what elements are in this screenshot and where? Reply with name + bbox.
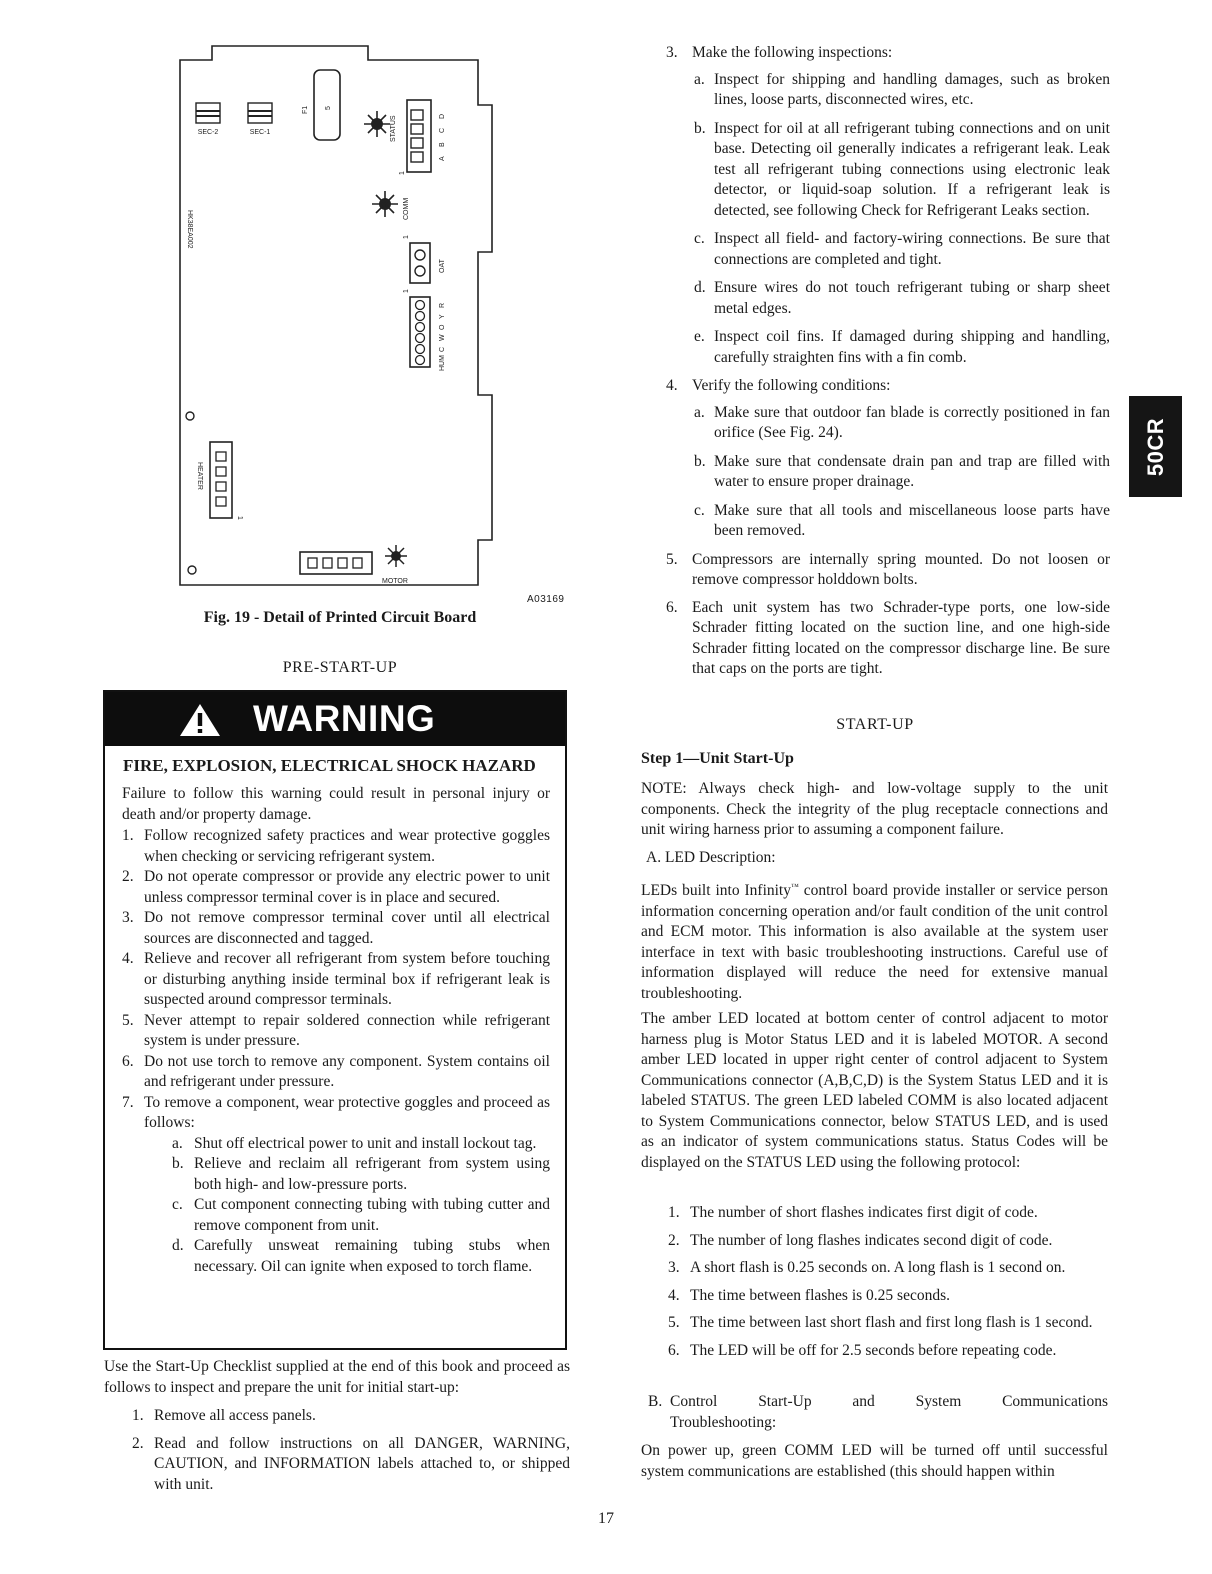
- item-number: 3.: [668, 1259, 680, 1276]
- pin-d-label: D: [439, 113, 446, 119]
- list-item: [694, 452, 1110, 493]
- item-number: 4.: [122, 950, 134, 967]
- item-text: Follow recognized safety practices and wear protective goggles when checking or servicing refrigerant system.: [144, 827, 550, 865]
- warning-intro: Failure to follow this warning could result in personal injury or death and/or property damage.: [122, 785, 550, 823]
- item-text: Do not operate compressor or provide any electric power to unit unless compressor terminal cover is in place and secured.: [144, 868, 550, 906]
- pin-hum-label: HUM: [439, 355, 446, 371]
- item-number: 3.: [122, 909, 134, 926]
- item-number: 5.: [666, 550, 678, 568]
- figure-caption: Fig. 19 - Detail of Printed Circuit Board: [203, 609, 477, 626]
- inspection-sub-list: [692, 70, 1110, 369]
- warning-sub-list: [144, 1134, 550, 1278]
- status-label: STATUS: [390, 115, 397, 142]
- list-item: [122, 867, 550, 908]
- control-heading-line-2: Troubleshooting:: [670, 1413, 777, 1431]
- item-text: Each unit system has two Schrader-type ports, one low-side Schrader fitting located on the suction line, and one high-side Schrader fitting located on the compressor discharge line. Be sure that caps on the ports are tight.: [692, 598, 1110, 677]
- conditions-sub-list: [692, 403, 1110, 542]
- step-1-heading: Step 1—Unit Start-Up: [641, 750, 794, 767]
- list-item: [668, 1286, 1108, 1307]
- list-item: [694, 327, 1110, 368]
- item-number: 5.: [668, 1314, 680, 1331]
- section-tab-label: 50CR: [1142, 417, 1168, 476]
- list-item: [694, 278, 1110, 319]
- list-item: [694, 501, 1110, 542]
- list-item: [694, 403, 1110, 444]
- pin-a-label: A: [439, 156, 446, 161]
- list-item: [666, 43, 1110, 368]
- list-item: [666, 550, 1110, 591]
- comm-led: [372, 191, 398, 217]
- item-letter: c.: [694, 230, 705, 247]
- led-paragraph-1-rest: control board provide installer or service person information concerning operation and/or fault condition of the unit control and ECM motor. This information is also available at the system user interface in text with basic troubleshooting instructions. Careful use of information displayed will reduce the need for extensive manual troubleshooting.: [641, 882, 1108, 1002]
- list-item: [694, 229, 1110, 270]
- item-letter: B.: [648, 1393, 663, 1410]
- oat-connector: [410, 243, 430, 283]
- list-item: [172, 1154, 550, 1195]
- pin-w-label: W: [439, 334, 446, 341]
- heater-connector: [210, 442, 232, 518]
- figure-code: A03169: [527, 594, 565, 605]
- item-letter: b.: [694, 452, 706, 470]
- list-item: [666, 376, 1110, 542]
- item-text: Make sure that outdoor fan blade is correctly positioned in fan orifice (See Fig. 24).: [714, 403, 1110, 441]
- item-number: 2.: [668, 1231, 680, 1249]
- item-number: 1.: [122, 827, 134, 844]
- item-text: Shut off electrical power to unit and install lockout tag.: [194, 1134, 537, 1152]
- list-item: [668, 1203, 1108, 1224]
- item-text: The number of long flashes indicates second digit of code.: [690, 1231, 1053, 1249]
- pre-start-up-heading: PRE-START-UP: [282, 659, 398, 676]
- prestart-steps-list: [132, 1406, 570, 1502]
- warning-box: [103, 690, 567, 1350]
- item-number: 1.: [132, 1407, 144, 1424]
- abcd-pin1-label: 1: [399, 171, 406, 175]
- inspection-list: [666, 43, 1110, 687]
- warning-list: [122, 826, 550, 1277]
- list-item: [132, 1406, 570, 1427]
- fuse: [314, 70, 340, 140]
- list-item: [666, 598, 1110, 680]
- thermostat-connector: [410, 297, 430, 367]
- item-number: 6.: [666, 598, 678, 616]
- led-paragraph-1: [641, 877, 1108, 1004]
- item-number: 3.: [666, 44, 678, 61]
- list-item: [122, 908, 550, 949]
- list-item: [122, 1093, 550, 1278]
- item-text: Read and follow instructions on all DANGER, WARNING, CAUTION, and INFORMATION labels attached to, or shipped with unit.: [154, 1434, 570, 1493]
- pin-y-label: Y: [439, 314, 446, 319]
- item-text: Carefully unsweat remaining tubing stubs when necessary. Oil can ignite when exposed to torch flame.: [194, 1237, 550, 1275]
- warning-banner: [105, 692, 565, 746]
- section-tab: [1129, 396, 1182, 497]
- item-letter: d.: [694, 279, 706, 296]
- sec2-label: SEC-2: [197, 129, 219, 136]
- list-item: [172, 1134, 550, 1155]
- led-paragraph-1-start: LEDs built into Infinity: [641, 882, 791, 900]
- item-text: Inspect coil fins. If damaged during shipping and handling, carefully straighten fins with a fin comb.: [714, 328, 1110, 366]
- list-item: [694, 119, 1110, 222]
- item-text: A short flash is 0.25 seconds on. A long flash is 1 second on.: [690, 1259, 1066, 1276]
- list-item: [668, 1231, 1108, 1252]
- pin-c-label: C: [439, 127, 446, 133]
- item-letter: c.: [694, 501, 705, 519]
- list-item: [668, 1313, 1108, 1334]
- heater-label: HEATER: [196, 462, 203, 490]
- thermostat-pin1-label: 1: [403, 289, 410, 293]
- item-text: Verify the following conditions:: [692, 377, 891, 394]
- list-item: [132, 1434, 570, 1496]
- item-text: Never attempt to repair soldered connection while refrigerant system is under pressure.: [144, 1011, 550, 1049]
- fuse-rating-label: 5: [325, 106, 332, 110]
- led-paragraph-2: The amber LED located at bottom center of control adjacent to motor harness plug is Motor Status LED and it is labeled MOTOR. A second amber LED located in upper right center of control adjacent to System Communications connector (A,B,C,D) is the System Status LED and it is labeled STATUS. The green LED labeled COMM is also located adjacent to System Communications connector, below STATUS LED, and is used as an indicator of system communications status. Status Codes will be displayed on the STATUS LED using the following protocol:: [641, 1010, 1108, 1171]
- list-item: [668, 1258, 1108, 1279]
- item-text: Make sure that condensate drain pan and trap are filled with water to ensure proper drainage.: [714, 452, 1110, 490]
- motor-led: [385, 545, 407, 567]
- item-text: [670, 1392, 1108, 1433]
- item-number: 6.: [122, 1052, 134, 1070]
- item-text: Relieve and recover all refrigerant from system before touching or disturbing anything inside terminal box if refrigerant leak is suspected around compressor terminals.: [144, 950, 550, 1008]
- item-text: The time between flashes is 0.25 seconds.: [690, 1286, 950, 1304]
- trademark-symbol: ™: [791, 882, 799, 891]
- abcd-connector: [407, 100, 431, 172]
- item-text: Cut component connecting tubing with tubing cutter and remove component from unit.: [194, 1196, 550, 1234]
- item-number: 2.: [132, 1434, 144, 1452]
- item-text: Compressors are internally spring mounted. Do not loosen or remove compressor holddown bolts.: [692, 550, 1110, 588]
- item-text: Do not remove compressor terminal cover until all electrical sources are disconnected and tagged.: [144, 909, 550, 947]
- fuse-label: F1: [302, 105, 309, 114]
- start-up-heading: START-UP: [836, 716, 914, 733]
- item-letter: c.: [172, 1196, 183, 1213]
- pin-b-label: B: [439, 142, 446, 147]
- board-id-label: HK38EA002: [186, 210, 193, 249]
- item-letter: b.: [172, 1155, 184, 1172]
- warning-title: WARNING: [253, 698, 436, 739]
- pcb-diagram: [172, 40, 502, 592]
- item-text: Make sure that all tools and miscellaneous loose parts have been removed.: [714, 501, 1110, 539]
- heater-pin1-label: 1: [236, 516, 243, 520]
- pin-r-label: R: [439, 302, 446, 308]
- mounting-hole-lower: [188, 566, 196, 574]
- item-number: 6.: [668, 1341, 680, 1359]
- item-number: 4.: [668, 1286, 680, 1304]
- sec1-label: SEC-1: [249, 129, 271, 136]
- item-letter: a.: [694, 70, 705, 88]
- item-text: To remove a component, wear protective goggles and proceed as follows:: [144, 1093, 550, 1131]
- item-text: The number of short flashes indicates first digit of code.: [690, 1204, 1038, 1221]
- status-led: [364, 111, 390, 137]
- motor-label: MOTOR: [382, 578, 408, 585]
- control-startup-heading: [648, 1392, 1108, 1433]
- item-text: Make the following inspections:: [692, 44, 893, 61]
- mounting-hole-upper: [186, 412, 194, 420]
- item-text: The time between last short flash and first long flash is 1 second.: [690, 1314, 1093, 1331]
- led-description-heading: A. LED Description:: [646, 849, 776, 866]
- list-item: [122, 1052, 550, 1093]
- item-number: 4.: [666, 377, 678, 394]
- note-paragraph: NOTE: Always check high- and low-voltage supply to the unit components. Check the integrity of the plug receptacle connections and unit wiring harness prior to assuming a component failure.: [641, 780, 1108, 838]
- sec1-terminal: [248, 103, 272, 123]
- list-item: [122, 949, 550, 1011]
- list-item: [172, 1236, 550, 1277]
- pin-o-label: O: [439, 324, 446, 330]
- item-number: 5.: [122, 1011, 134, 1029]
- item-letter: e.: [694, 328, 705, 345]
- item-text: Relieve and reclaim all refrigerant from system using both high- and low-pressure ports.: [194, 1155, 550, 1193]
- list-item: [172, 1195, 550, 1236]
- item-letter: d.: [172, 1237, 184, 1254]
- item-text: Inspect for oil at all refrigerant tubing connections and on unit base. Detecting oil generally indicates a refrigerant leak. Leak test all refrigerant tubing connections using electronic leak detector, or liquid-soap solution. If a refrigerant leak is detected, see following Check for Refrigerant Leaks section.: [714, 119, 1110, 219]
- list-item: [694, 70, 1110, 111]
- list-item: [122, 826, 550, 867]
- list-item: [122, 1011, 550, 1052]
- control-heading-line-1: Control Start-Up and System Communications: [670, 1393, 1108, 1410]
- item-letter: b.: [694, 119, 706, 137]
- item-number: 1.: [668, 1204, 680, 1221]
- pin-c2-label: C: [439, 346, 446, 352]
- item-number: 7.: [122, 1093, 134, 1111]
- sec2-terminal: [196, 103, 220, 123]
- item-text: Inspect for shipping and handling damages, such as broken lines, loose parts, disconnected wires, etc.: [714, 70, 1110, 108]
- warning-triangle-icon: [179, 703, 221, 737]
- item-text: Inspect all field- and factory-wiring connections. Be sure that connections are completed and tight.: [714, 230, 1110, 268]
- hazard-heading: FIRE, EXPLOSION, ELECTRICAL SHOCK HAZARD: [123, 756, 536, 775]
- checklist-paragraph: Use the Start-Up Checklist supplied at the end of this book and proceed as follows to inspect and prepare the unit for initial start-up:: [104, 1358, 570, 1396]
- item-text: The LED will be off for 2.5 seconds before repeating code.: [690, 1341, 1057, 1359]
- list-item: [668, 1341, 1108, 1362]
- item-letter: a.: [694, 403, 705, 421]
- item-number: 2.: [122, 868, 134, 885]
- item-letter: a.: [172, 1134, 183, 1152]
- oat-pin1-label: 1: [403, 235, 410, 239]
- oat-label: OAT: [439, 259, 446, 273]
- item-text: Remove all access panels.: [154, 1407, 316, 1424]
- status-code-protocol-list: [668, 1203, 1108, 1368]
- item-text: Ensure wires do not touch refrigerant tubing or sharp sheet metal edges.: [714, 279, 1110, 317]
- motor-connector: [300, 552, 372, 574]
- power-up-paragraph: On power up, green COMM LED will be turned off until successful system communications are established (this should happen within: [641, 1442, 1108, 1480]
- item-text: Do not use torch to remove any component. System contains oil and refrigerant under pressure.: [144, 1052, 550, 1090]
- page-number: 17: [598, 1510, 614, 1527]
- comm-label: COMM: [403, 197, 410, 220]
